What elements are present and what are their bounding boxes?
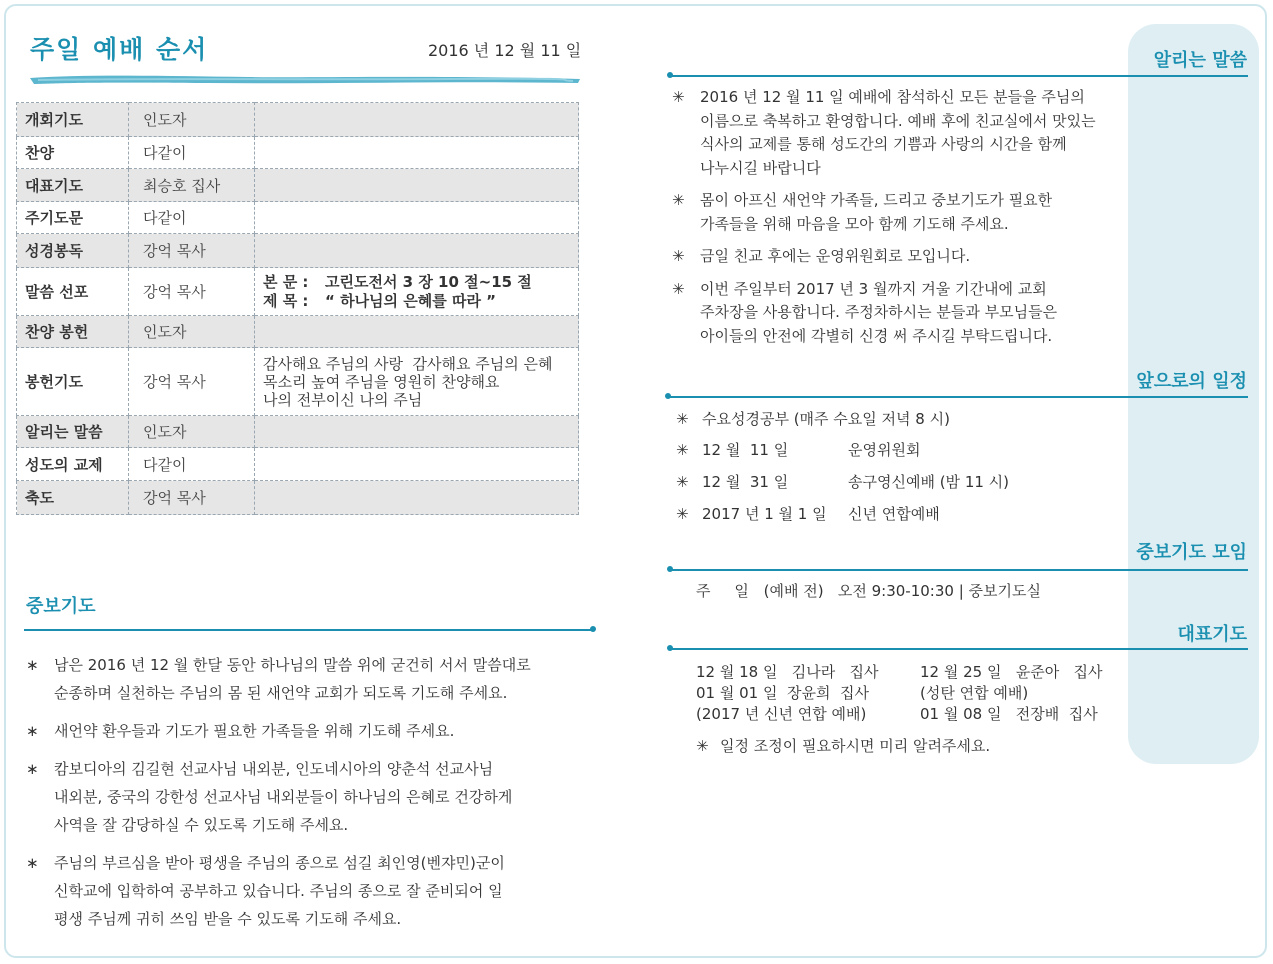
bullet-icon: ✳	[672, 88, 685, 106]
order-detail	[255, 202, 579, 234]
page-title: 주일 예배 순서	[30, 35, 209, 64]
intercession-list	[26, 651, 586, 943]
order-detail	[255, 348, 579, 416]
bullet-icon: ✳	[676, 473, 689, 491]
list-item-line: 새언약 환우들과 기도가 필요한 가족들을 위해 기도해 주세요.	[54, 722, 455, 740]
schedule-event: 신년 연합예배	[848, 505, 940, 523]
sermon-subject-value: “ 하나님의 은혜를 따라 ”	[325, 291, 497, 310]
order-leader: 강억 목사	[129, 348, 255, 416]
order-row	[17, 137, 579, 169]
prayer-assignment: (2017 년 신년 연합 예배)	[696, 705, 867, 723]
order-leader: 강억 목사	[129, 481, 255, 515]
order-item: 말씀 선포	[17, 268, 129, 316]
order-leader: 강억 목사	[129, 234, 255, 268]
representative-prayer-right	[920, 662, 1103, 725]
order-detail	[255, 481, 579, 515]
order-item: 성경봉독	[17, 234, 129, 268]
representative-prayer-rule	[670, 648, 1248, 650]
order-detail	[255, 416, 579, 448]
list-item-line: 이번 주일부터 2017 년 3 월까지 겨울 기간내에 교회	[700, 279, 1047, 298]
order-leader: 다같이	[129, 202, 255, 234]
order-row	[17, 268, 579, 316]
list-item-line: 금일 친교 후에는 운영위원회로 모입니다.	[700, 247, 971, 265]
order-detail	[255, 137, 579, 169]
bullet-icon: ✳	[676, 441, 689, 459]
prayer-assignment: (성탄 연합 예배)	[920, 684, 1029, 702]
order-item: 봉헌기도	[17, 348, 129, 416]
sermon-text-value: 고린도전서 3 장 10 절~15 절	[325, 272, 532, 291]
representative-prayer-title: 대표기도	[1177, 624, 1247, 645]
list-item-line: 내외분, 중국의 강한성 선교사님 내외분들이 하나님의 은혜로 건강하게	[54, 788, 513, 806]
schedule-rule-dot	[665, 393, 671, 399]
prayer-assignment: 01 월 01 일 장윤희 집사	[696, 684, 869, 702]
order-leader: 인도자	[129, 103, 255, 137]
prayer-meeting-detail: (예배 전) 오전 9:30-10:30 | 중보기도실	[763, 582, 1041, 600]
order-row	[17, 202, 579, 234]
prayer-meeting-rule-dot	[667, 566, 673, 572]
order-row	[17, 103, 579, 137]
prayer-assignment: 12 월 18 일 김나라 집사	[696, 663, 879, 681]
list-item-line: 나누시길 바랍니다	[700, 158, 821, 177]
list-item-text	[54, 849, 505, 933]
representative-prayer-left	[696, 662, 879, 725]
order-leader: 다같이	[129, 137, 255, 169]
bullet-icon: ✳	[672, 247, 685, 265]
worship-order-table	[16, 102, 579, 515]
intercession-rule	[24, 629, 592, 631]
order-detail	[255, 316, 579, 348]
order-item: 개회기도	[17, 103, 129, 137]
list-item	[26, 717, 586, 745]
order-detail	[255, 103, 579, 137]
schedule-title: 앞으로의 일정	[1136, 371, 1247, 392]
order-leader: 다같이	[129, 448, 255, 481]
list-item-text	[700, 86, 1096, 180]
order-row	[17, 234, 579, 268]
list-item-text	[54, 755, 512, 839]
order-row	[17, 316, 579, 348]
list-item	[26, 755, 586, 839]
representative-prayer-note	[696, 736, 990, 757]
order-row	[17, 481, 579, 515]
sermon-text-line	[263, 273, 570, 292]
prayer-assignment: 12 월 25 일 윤준아 집사	[920, 663, 1103, 681]
service-date: 2016 년 12 월 11 일	[428, 41, 582, 60]
sermon-text-label: 본 문 :	[263, 272, 309, 291]
order-leader: 최승호 집사	[129, 169, 255, 202]
representative-prayer-rule-dot	[667, 645, 673, 651]
note-bullet: ✳	[696, 737, 709, 755]
list-item-text	[700, 278, 1057, 349]
list-item	[672, 189, 1132, 236]
prayer-meeting-day: 주 일	[696, 582, 749, 600]
list-item-line: 주님의 부르심을 받아 평생을 주님의 종으로 섬길 최인영(벤쟈민)군이	[54, 854, 505, 872]
bullet-icon: ✳	[672, 279, 685, 298]
list-item-line: 이름으로 축복하고 환영합니다. 예배 후에 친교실에서 맛있는	[700, 111, 1096, 130]
list-item	[672, 278, 1132, 349]
schedule-date: 12 월 11 일	[702, 441, 789, 459]
list-item-line: 순종하며 실천하는 주님의 몸 된 새언약 교회가 되도록 기도해 주세요.	[54, 684, 508, 702]
announcements-title: 알리는 말씀	[1153, 50, 1247, 71]
schedule-event: 운영위원회	[848, 441, 921, 459]
prayer-assignment: 01 월 08 일 전장배 집사	[920, 705, 1098, 723]
order-row	[17, 169, 579, 202]
list-item	[26, 849, 586, 933]
schedule-date: 12 월 31 일	[702, 473, 789, 491]
order-leader: 인도자	[129, 316, 255, 348]
schedule-item	[676, 503, 940, 524]
list-item-line: 몸이 아프신 새언약 가족들, 드리고 중보기도가 필요한	[700, 191, 1053, 209]
order-item: 축도	[17, 481, 129, 515]
hymn-lyric-line: 목소리 높여 주님을 영원히 찬양해요	[263, 372, 500, 391]
order-row	[17, 416, 579, 448]
list-item-text	[700, 245, 970, 269]
order-item: 주기도문	[17, 202, 129, 234]
announcements-list	[672, 86, 1132, 357]
list-item-line: 가족들을 위해 마음을 모아 함께 기도해 주세요.	[700, 214, 1009, 233]
list-item-line: 아이들의 안전에 각별히 신경 써 주시길 부탁드립니다.	[700, 326, 1053, 345]
schedule-rule	[668, 396, 1248, 398]
list-item-text	[54, 717, 454, 745]
list-item-line: 평생 주님께 귀히 쓰임 받을 수 있도록 기도해 주세요.	[54, 910, 402, 928]
bullet-icon: ∗	[26, 760, 39, 778]
list-item-line: 식사의 교제를 통해 성도간의 기쁨과 사랑의 시간을 함께	[700, 135, 1067, 153]
hymn-lyrics	[263, 355, 570, 409]
list-item-text	[700, 189, 1052, 236]
schedule-date: 수요성경공부 (매주 수요일 저녁 8 시)	[702, 410, 950, 428]
list-item	[26, 651, 586, 707]
bullet-icon: ✳	[676, 410, 689, 428]
order-item: 찬양	[17, 137, 129, 169]
order-row	[17, 448, 579, 481]
bullet-icon: ∗	[26, 722, 39, 740]
prayer-meeting-title: 중보기도 모임	[1136, 542, 1247, 563]
intercession-rule-dot	[590, 626, 596, 632]
order-detail	[255, 268, 579, 316]
prayer-meeting-rule	[670, 569, 1248, 571]
intercession-title: 중보기도	[26, 596, 96, 617]
order-item: 성도의 교제	[17, 448, 129, 481]
order-detail	[255, 448, 579, 481]
order-detail	[255, 169, 579, 202]
schedule-event: 송구영신예배 (밤 11 시)	[848, 473, 1010, 491]
schedule-item	[676, 439, 920, 460]
sidebar-panel	[1128, 24, 1259, 764]
brush-stroke-decoration	[28, 71, 584, 87]
note-text: 일정 조정이 필요하시면 미리 알려주세요.	[720, 737, 991, 755]
list-item	[672, 245, 1132, 269]
sermon-subject-label: 제 목 :	[263, 291, 309, 310]
list-item-line: 남은 2016 년 12 월 한달 동안 하나님의 말씀 위에 굳건히 서서 말씀대로	[54, 656, 531, 674]
bullet-icon: ✳	[676, 505, 689, 523]
prayer-meeting-info	[696, 580, 1041, 601]
list-item	[672, 86, 1132, 180]
order-item: 알리는 말씀	[17, 416, 129, 448]
sermon-subject-line	[263, 292, 570, 311]
bullet-icon: ✳	[672, 191, 685, 209]
list-item-line: 캄보디아의 김길현 선교사님 내외분, 인도네시아의 양춘석 선교사님	[54, 760, 494, 778]
schedule-date: 2017 년 1 월 1 일	[702, 505, 827, 523]
bullet-icon: ∗	[26, 854, 39, 872]
order-leader: 강억 목사	[129, 268, 255, 316]
hymn-lyric-line: 감사해요 주님의 사랑 감사해요 주님의 은혜	[263, 354, 553, 373]
list-item-line: 사역을 잘 감당하실 수 있도록 기도해 주세요.	[54, 816, 349, 834]
schedule-item	[676, 471, 1009, 492]
announcements-rule	[670, 75, 1248, 77]
sermon-detail	[263, 273, 570, 311]
order-detail	[255, 234, 579, 268]
list-item-line: 2016 년 12 월 11 일 예배에 참석하신 모든 분들을 주님의	[700, 88, 1085, 106]
schedule-item	[676, 408, 950, 429]
order-item: 대표기도	[17, 169, 129, 202]
list-item-text	[54, 651, 531, 707]
list-item-line: 주차장을 사용합니다. 주정차하시는 분들과 부모님들은	[700, 303, 1058, 321]
bullet-icon: ∗	[26, 656, 39, 674]
order-leader: 인도자	[129, 416, 255, 448]
order-row	[17, 348, 579, 416]
announcements-rule-dot	[667, 72, 673, 78]
order-item: 찬양 봉헌	[17, 316, 129, 348]
hymn-lyric-line: 나의 전부이신 나의 주님	[263, 390, 423, 409]
list-item-line: 신학교에 입학하여 공부하고 있습니다. 주님의 종으로 잘 준비되어 일	[54, 882, 503, 900]
